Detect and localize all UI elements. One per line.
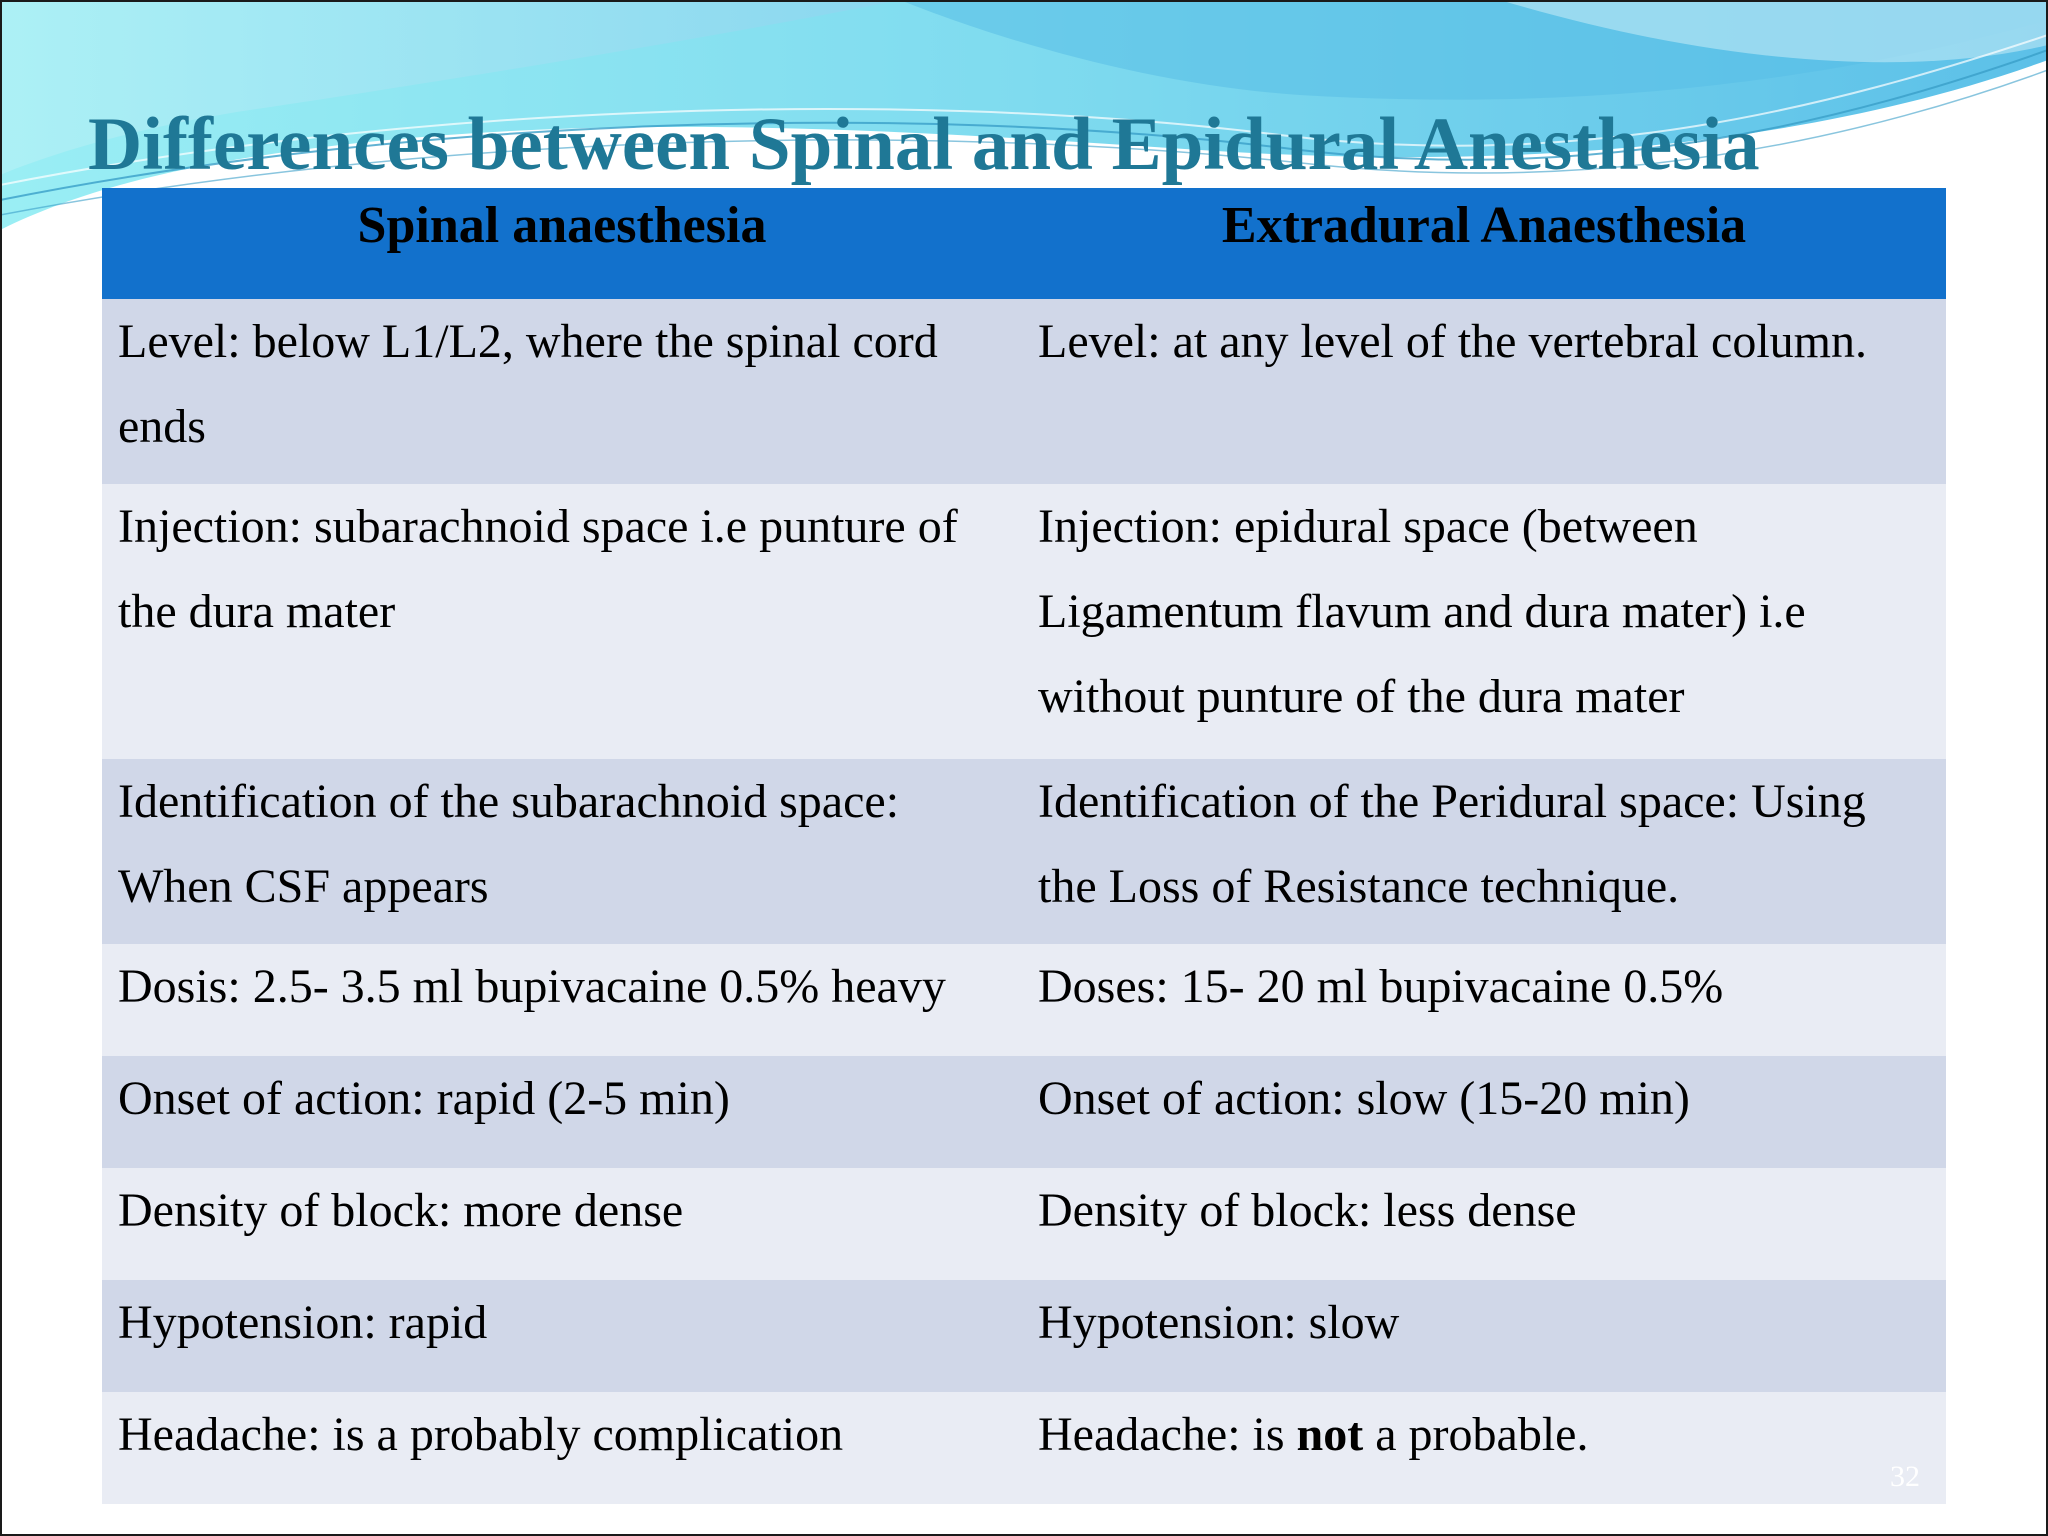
table-row xyxy=(102,1168,1946,1280)
table-row xyxy=(102,299,1946,484)
cell-epidural-density: Density of block: less dense xyxy=(1022,1168,1946,1280)
table-row xyxy=(102,759,1946,944)
slide-number: 32 xyxy=(1890,1460,1920,1493)
headache-text-post: a probable. xyxy=(1363,1408,1589,1461)
cell-spinal-onset: Onset of action: rapid (2-5 min) xyxy=(102,1056,1022,1168)
header-extradural: Extradural Anaesthesia xyxy=(1022,188,1946,299)
cell-spinal-headache: Headache: is a probably complication xyxy=(102,1392,1022,1504)
table-row xyxy=(102,1392,1946,1504)
cell-spinal-density: Density of block: more dense xyxy=(102,1168,1022,1280)
cell-epidural-level: Level: at any level of the vertebral column. xyxy=(1022,299,1946,484)
cell-spinal-injection: Injection: subarachnoid space i.e punture of the dura mater xyxy=(102,484,1022,759)
cell-epidural-injection: Injection: epidural space (between Ligamentum flavum and dura mater) i.e without punture of the dura mater xyxy=(1022,484,1946,759)
cell-spinal-level: Level: below L1/L2, where the spinal cord ends xyxy=(102,299,1022,484)
cell-epidural-hypotension: Hypotension: slow xyxy=(1022,1280,1946,1392)
cell-epidural-headache xyxy=(1022,1392,1946,1504)
cell-epidural-identification: Identification of the Peridural space: Using the Loss of Resistance technique. xyxy=(1022,759,1946,944)
comparison-table xyxy=(102,188,1946,1506)
table-header-row xyxy=(102,188,1946,299)
headache-text-not: not xyxy=(1296,1408,1364,1461)
cell-spinal-hypotension: Hypotension: rapid xyxy=(102,1280,1022,1392)
cell-spinal-dose: Dosis: 2.5- 3.5 ml bupivacaine 0.5% heavy xyxy=(102,944,1022,1056)
cell-spinal-identification: Identification of the subarachnoid space: When CSF appears xyxy=(102,759,1022,944)
cell-epidural-dose: Doses: 15- 20 ml bupivacaine 0.5% xyxy=(1022,944,1946,1056)
table-row xyxy=(102,1280,1946,1392)
table-row xyxy=(102,944,1946,1056)
comparison-table-grid xyxy=(102,188,1946,1504)
header-spinal: Spinal anaesthesia xyxy=(102,188,1022,299)
cell-epidural-onset: Onset of action: slow (15-20 min) xyxy=(1022,1056,1946,1168)
table-row xyxy=(102,1056,1946,1168)
headache-text-pre: Headache: is xyxy=(1038,1408,1297,1461)
table-row xyxy=(102,484,1946,759)
slide-title: Differences between Spinal and Epidural Anesthesia xyxy=(88,103,1760,186)
